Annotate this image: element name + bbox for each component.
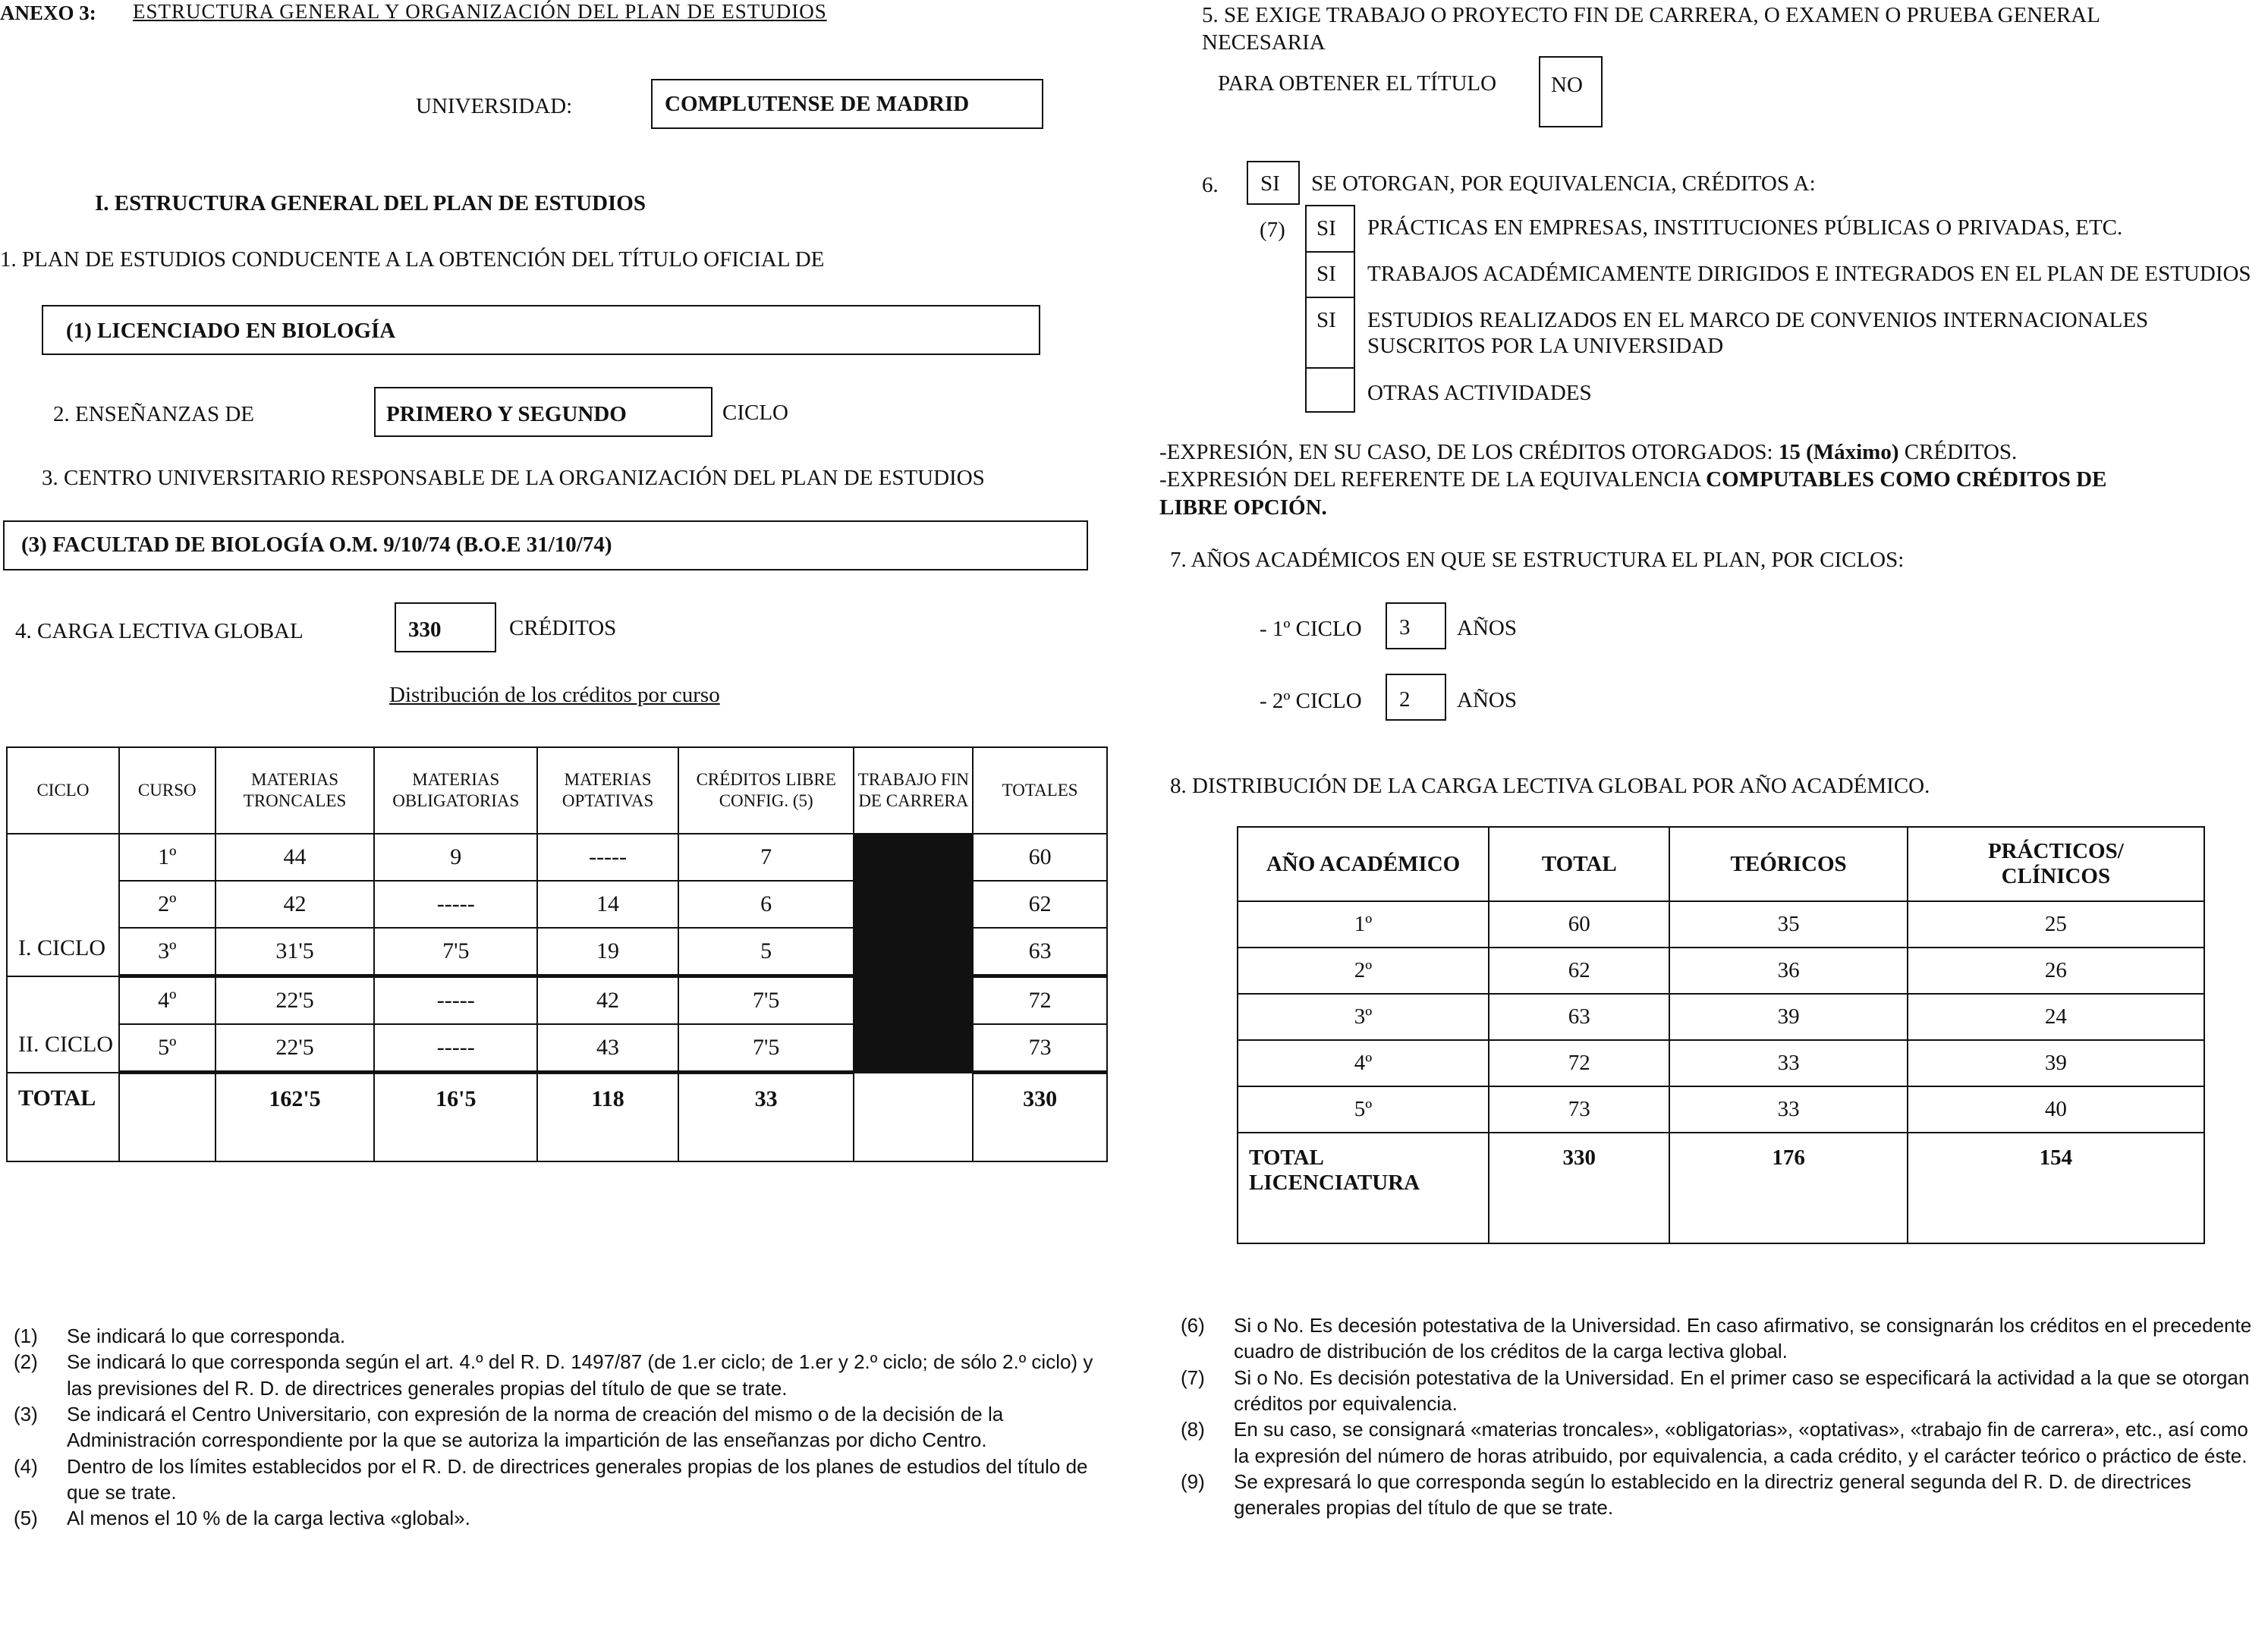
- total-total: 330: [1489, 1133, 1669, 1243]
- center-field: [3, 520, 1088, 570]
- cell-optativas: 19: [537, 928, 678, 976]
- ciclo-1-label: I. CICLO: [7, 834, 119, 976]
- item3-label: 3. CENTRO UNIVERSITARIO RESPONSABLE DE LA ORGANIZACIÓN DEL PLAN DE ESTUDIOS: [42, 466, 985, 490]
- total-label: TOTAL: [7, 1073, 119, 1162]
- cell-troncales: 44: [215, 834, 375, 881]
- document-title: ESTRUCTURA GENERAL Y ORGANIZACIÓN DEL PLAN DE ESTUDIOS: [133, 0, 827, 23]
- year-table: [1237, 826, 2205, 1244]
- degree-value: (1) LICENCIADO EN BIOLOGÍA: [66, 319, 396, 343]
- col-totales: TOTALES: [973, 747, 1107, 834]
- table-header-row: [1238, 827, 2204, 901]
- degree-field: [42, 305, 1040, 355]
- item5-line2: NECESARIA: [1202, 30, 1326, 55]
- cell-libre: 7'5: [678, 1024, 854, 1073]
- table-row: [1238, 901, 2204, 948]
- cell-totales: 73: [973, 1024, 1107, 1073]
- cycle2-field: [1386, 674, 1446, 721]
- cell-curso: 2º: [119, 881, 215, 928]
- cell-ano: 4º: [1238, 1040, 1489, 1086]
- cell-totales: 63: [973, 928, 1107, 976]
- cell-libre: 7'5: [678, 976, 854, 1025]
- item8-label: 8. DISTRIBUCIÓN DE LA CARGA LECTIVA GLOBAL POR AÑO ACADÉMICO.: [1170, 774, 1930, 798]
- years-label: AÑOS: [1457, 688, 1517, 712]
- cell-optativas: -----: [537, 834, 678, 881]
- cell-practicos: 26: [1908, 948, 2204, 994]
- table-header-row: [7, 747, 1107, 834]
- item7-label: 7. AÑOS ACADÉMICOS EN QUE SE ESTRUCTURA EL PLAN, POR CICLOS:: [1170, 548, 1905, 572]
- cell-practicos: 24: [1908, 994, 2204, 1040]
- item5-value: NO: [1551, 73, 1583, 97]
- cell-totales: 60: [973, 834, 1107, 881]
- cell-obligatorias: 9: [374, 834, 537, 881]
- item2-label: 2. ENSEÑANZAS DE: [53, 402, 255, 426]
- option-label: PRÁCTICAS EN EMPRESAS, INSTITUCIONES PÚBLICAS O PRIVADAS, ETC.: [1367, 215, 2123, 240]
- cell-practicos: 39: [1908, 1040, 2204, 1086]
- redacted-block: [854, 976, 973, 1073]
- university-label: UNIVERSIDAD:: [416, 94, 573, 118]
- cell-totales: 62: [973, 881, 1107, 928]
- divider: [1305, 367, 1355, 369]
- cell-total: 73: [1489, 1086, 1669, 1133]
- cell-ano: 2º: [1238, 948, 1489, 994]
- item6-ref: (7): [1260, 218, 1285, 242]
- col-obligatorias: MATERIAS OBLIGATORIAS: [374, 747, 537, 834]
- table-row: [7, 834, 1107, 881]
- cell-libre: 7: [678, 834, 854, 881]
- cell-teoricos: 35: [1669, 901, 1907, 948]
- cell-practicos: 25: [1908, 901, 2204, 948]
- cell-ano: 5º: [1238, 1086, 1489, 1133]
- cycle1-value: 3: [1399, 615, 1411, 640]
- total-label: TOTAL LICENCIATURA: [1238, 1133, 1489, 1243]
- footnote: (6) Si o No. Es decesión potestativa de la Universidad. En caso afirmativo, se consignarán los créditos en el precedente cuadro de distribución de los créditos de la carga lectiva global.: [1181, 1314, 2252, 1363]
- cell-obligatorias: -----: [374, 881, 537, 928]
- table-total-row: [7, 1073, 1107, 1162]
- table-row: [1238, 1040, 2204, 1086]
- total-practicos: 154: [1908, 1133, 2204, 1243]
- cell-total: 60: [1489, 901, 1669, 948]
- cell-libre: 5: [678, 928, 854, 976]
- footnotes-left: [14, 1323, 1106, 1532]
- footnote: (3) Se indicará el Centro Universitario, con expresión de la norma de creación del mismo o de la decisión de la Administración correspondiente por la que se autoriza la impartición de las enseñanzas por dicho Centro.: [14, 1402, 1004, 1452]
- cell-troncales: 42: [215, 881, 375, 928]
- university-value: COMPLUTENSE DE MADRID: [665, 92, 970, 116]
- option-mark: SI: [1316, 308, 1336, 332]
- cell-troncales: 31'5: [215, 928, 375, 976]
- footnote: (1) Se indicará lo que corresponda.: [14, 1325, 346, 1347]
- table-row: [1238, 1086, 2204, 1133]
- credits-field: [395, 602, 496, 652]
- section-heading: I. ESTRUCTURA GENERAL DEL PLAN DE ESTUDIOS: [95, 191, 646, 215]
- col-trabajo: TRABAJO FIN DE CARRERA: [854, 747, 973, 834]
- equivalence-referent-cont: LIBRE OPCIÓN.: [1159, 495, 1327, 520]
- cell-practicos: 40: [1908, 1086, 2204, 1133]
- col-ano: AÑO ACADÉMICO: [1238, 827, 1489, 901]
- option-label: TRABAJOS ACADÉMICAMENTE DIRIGIDOS E INTEGRADOS EN EL PLAN DE ESTUDIOS: [1367, 262, 2251, 286]
- total-libre: 33: [678, 1073, 854, 1162]
- col-curso: CURSO: [119, 747, 215, 834]
- cell-teoricos: 36: [1669, 948, 1907, 994]
- cell-curso: 4º: [119, 976, 215, 1025]
- option-mark: SI: [1316, 216, 1336, 240]
- option-label: SUSCRITOS POR LA UNIVERSIDAD: [1367, 334, 1724, 358]
- item1-label: 1. PLAN DE ESTUDIOS CONDUCENTE A LA OBTENCIÓN DEL TÍTULO OFICIAL DE: [0, 247, 825, 272]
- footnote: (8) En su caso, se consignará «materias troncales», «obligatorias», «optativas», «trabajo fin de carrera», etc., así como la expresión del número de horas atribuido, por equivalencia, a cada crédito, y el carácter teórico o práctico de éste.: [1181, 1418, 2248, 1467]
- cell-obligatorias: -----: [374, 976, 537, 1025]
- option-label: OTRAS ACTIVIDADES: [1367, 381, 1592, 405]
- item5-line1: 5. SE EXIGE TRABAJO O PROYECTO FIN DE CARRERA, O EXAMEN O PRUEBA GENERAL: [1202, 3, 2100, 27]
- col-libre: CRÉDITOS LIBRE CONFIG. (5): [678, 747, 854, 834]
- table-total-row: [1238, 1133, 2204, 1243]
- total-obligatorias: 16'5: [374, 1073, 537, 1162]
- col-total: TOTAL: [1489, 827, 1669, 901]
- credits-value: 330: [408, 618, 442, 642]
- col-optativas: MATERIAS OPTATIVAS: [537, 747, 678, 834]
- total-trabajo: [854, 1073, 973, 1162]
- item2-suffix: CICLO: [722, 401, 788, 425]
- cell-teoricos: 33: [1669, 1040, 1907, 1086]
- cycles-value: PRIMERO Y SEGUNDO: [386, 402, 627, 426]
- table-row: [1238, 948, 2204, 994]
- col-troncales: MATERIAS TRONCALES: [215, 747, 375, 834]
- ciclo-2-label: II. CICLO: [7, 976, 119, 1073]
- cell-curso: 3º: [119, 928, 215, 976]
- cell-total: 62: [1489, 948, 1669, 994]
- total-teoricos: 176: [1669, 1133, 1907, 1243]
- cell-teoricos: 33: [1669, 1086, 1907, 1133]
- item6-label: SE OTORGAN, POR EQUIVALENCIA, CRÉDITOS A:: [1311, 171, 1816, 196]
- cell-obligatorias: -----: [374, 1024, 537, 1073]
- cell-curso: 1º: [119, 834, 215, 881]
- footnote: (9) Se expresará lo que corresponda según lo establecido en la directriz general segunda del R. D. de directrices generales propias del título de que se trate.: [1181, 1469, 2191, 1520]
- center-value: (3) FACULTAD DE BIOLOGÍA O.M. 9/10/74 (B.O.E 31/10/74): [21, 533, 612, 557]
- col-ciclo: CICLO: [7, 747, 119, 834]
- cell-optativas: 14: [537, 881, 678, 928]
- redacted-block: [854, 834, 973, 976]
- university-field: [651, 79, 1043, 129]
- item6-number: 6.: [1202, 173, 1219, 197]
- table-row: [7, 976, 1107, 1025]
- cell-teoricos: 39: [1669, 994, 1907, 1040]
- footnote: (4) Dentro de los límites establecidos por el R. D. de directrices generales propias de los planes de estudios del título de que se trate.: [14, 1454, 1088, 1504]
- cell-curso: 5º: [119, 1024, 215, 1073]
- total-troncales: 162'5: [215, 1073, 375, 1162]
- annex-label: ANEXO 3:: [0, 2, 96, 24]
- col-teoricos: TEÓRICOS: [1669, 827, 1907, 901]
- total-totales: 330: [973, 1073, 1107, 1162]
- credits-table: [6, 746, 1108, 1162]
- distribution-caption: Distribución de los créditos por curso: [389, 683, 720, 707]
- footnote: (5) Al menos el 10 % de la carga lectiva «global».: [14, 1507, 470, 1530]
- credits-expression: -EXPRESIÓN, EN SU CASO, DE LOS CRÉDITOS OTORGADOS: 15 (Máximo) CRÉDITOS.: [1159, 440, 2018, 464]
- divider: [1305, 297, 1355, 298]
- cell-optativas: 43: [537, 1024, 678, 1073]
- cell-total: 72: [1489, 1040, 1669, 1086]
- col-practicos: PRÁCTICOS/ CLÍNICOS: [1908, 827, 2204, 901]
- cell-totales: 72: [973, 976, 1107, 1025]
- cell-troncales: 22'5: [215, 1024, 375, 1073]
- footnote: (2) Se indicará lo que corresponda según el art. 4.º del R. D. 1497/87 (de 1.er ciclo; de 1.er y 2.º ciclo; de sólo 2.º ciclo) y las previsiones del R. D. de directrices generales propias del título de que se trate.: [14, 1350, 1093, 1400]
- table-row: [1238, 994, 2204, 1040]
- option-label: ESTUDIOS REALIZADOS EN EL MARCO DE CONVENIOS INTERNACIONALES: [1367, 308, 2149, 332]
- cell-ano: 1º: [1238, 901, 1489, 948]
- item4-label: 4. CARGA LECTIVA GLOBAL: [15, 619, 304, 643]
- cell-obligatorias: 7'5: [374, 928, 537, 976]
- cycle1-label: - 1º CICLO: [1260, 617, 1362, 641]
- cell-ano: 3º: [1238, 994, 1489, 1040]
- equivalence-referent: -EXPRESIÓN DEL REFERENTE DE LA EQUIVALENCIA COMPUTABLES COMO CRÉDITOS DE: [1159, 467, 2107, 492]
- total-curso: [119, 1073, 215, 1162]
- item4-suffix: CRÉDITOS: [509, 616, 617, 640]
- item6-value: SI: [1260, 171, 1280, 196]
- cycle2-label: - 2º CICLO: [1260, 689, 1362, 713]
- cycle1-field: [1386, 602, 1446, 649]
- cycles-field: [374, 387, 712, 437]
- option-mark: SI: [1316, 262, 1336, 286]
- cycle2-value: 2: [1399, 687, 1411, 712]
- item5-field: [1539, 56, 1603, 127]
- footnotes-right: [1181, 1312, 2266, 1521]
- item5-line3: PARA OBTENER EL TÍTULO: [1218, 71, 1497, 96]
- cell-optativas: 42: [537, 976, 678, 1025]
- divider: [1305, 251, 1355, 253]
- item6-field: [1247, 161, 1300, 205]
- total-optativas: 118: [537, 1073, 678, 1162]
- years-label: AÑOS: [1457, 616, 1517, 640]
- cell-troncales: 22'5: [215, 976, 375, 1025]
- cell-total: 63: [1489, 994, 1669, 1040]
- cell-libre: 6: [678, 881, 854, 928]
- footnote: (7) Si o No. Es decisión potestativa de la Universidad. En el primer caso se especificará la actividad a la que se otorgan créditos por equivalencia.: [1181, 1366, 2250, 1415]
